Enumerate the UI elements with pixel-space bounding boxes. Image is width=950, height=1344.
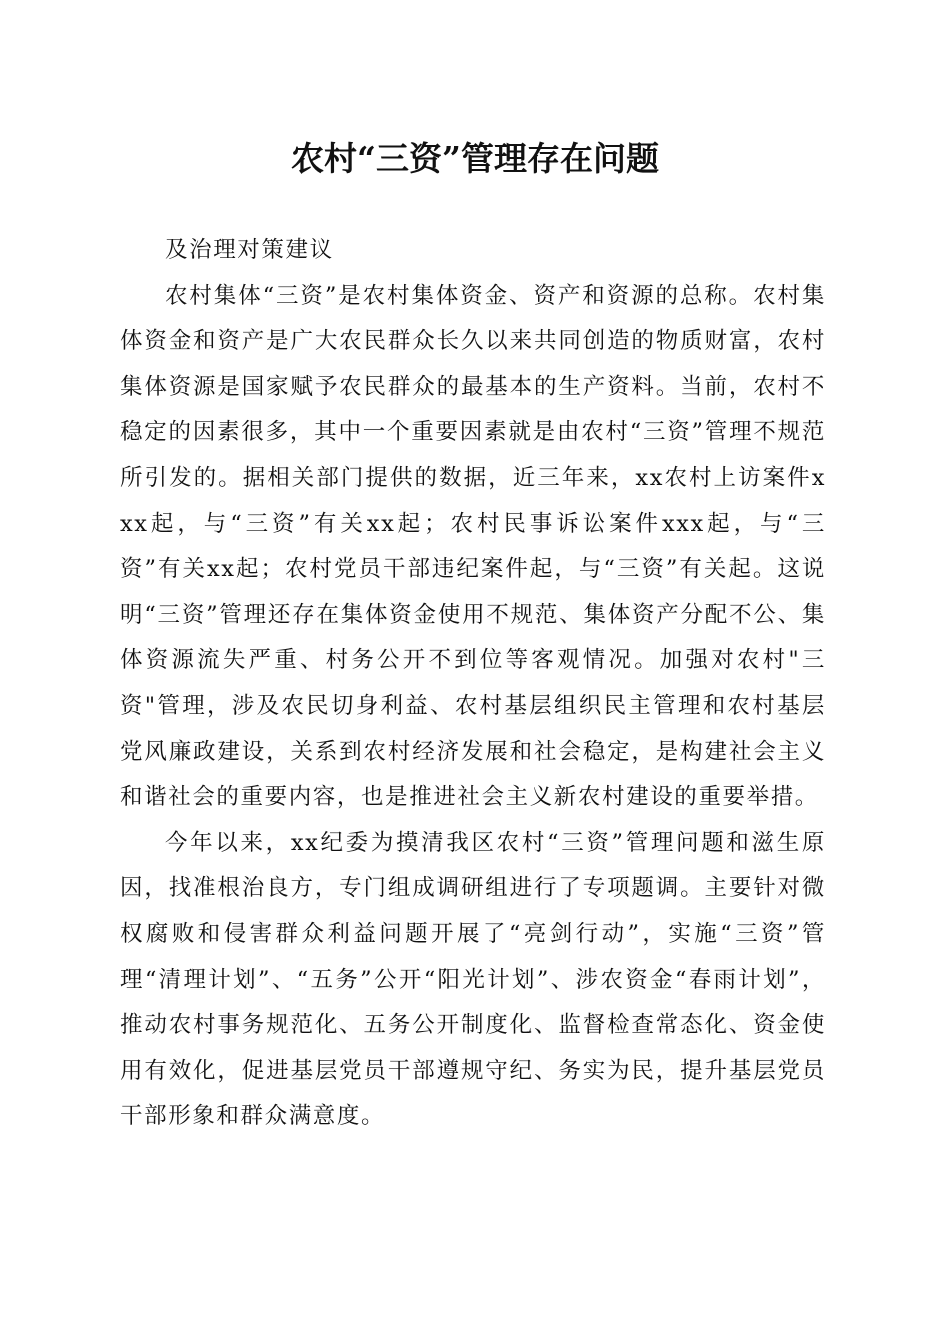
document-title: 农村“三资”管理存在问题 bbox=[291, 139, 659, 178]
subtitle-paragraph: 及治理对策建议 bbox=[165, 237, 334, 263]
body-paragraph-1: 农村集体“三资”是农村集体资金、资产和资源的总称。农村集体资金和资产是广大农民群众长久以来共同创造的物质财富，农村集体资源是国家赋予农民群众的最基本的生产资料。当前，农村不稳定的因素很多，其中一个重要因素就是由农村“三资”管理不规范所引发的。据相关部门提供的数据，近三年来，xx农村上访案件xxx起，与“三资”有关xx起；农村民事诉讼案件xxx起，与“三资”有关xx起；农村党员干部违纪案件起，与“三资”有关起。这说明“三资”管理还存在集体资金使用不规范、集体资产分配不公、集体资源流失严重、村务公开不到位等客观情况。加强对农村"三资"管理，涉及农民切身利益、农村基层组织民主管理和农村基层党风廉政建设，关系到农村经济发展和社会稳定，是构建社会主义和谐社会的重要内容，也是推进社会主义新农村建设的重要举措。 bbox=[120, 282, 826, 811]
document-body bbox=[120, 228, 826, 1140]
body-paragraph-2: 今年以来，xx纪委为摸清我区农村“三资”管理问题和滋生原因，找准根治良方，专门组成调研组进行了专项题调。主要针对微权腐败和侵害群众利益问题开展了“亮剑行动”，实施“三资”管理“清理计划”、“五务”公开“阳光计划”、涉农资金“春雨计划”，推动农村事务规范化、五务公开制度化、监督检查常态化、资金使用有效化，促进基层党员干部遵规守纪、务实为民，提升基层党员干部形象和群众满意度。 bbox=[120, 829, 826, 1130]
